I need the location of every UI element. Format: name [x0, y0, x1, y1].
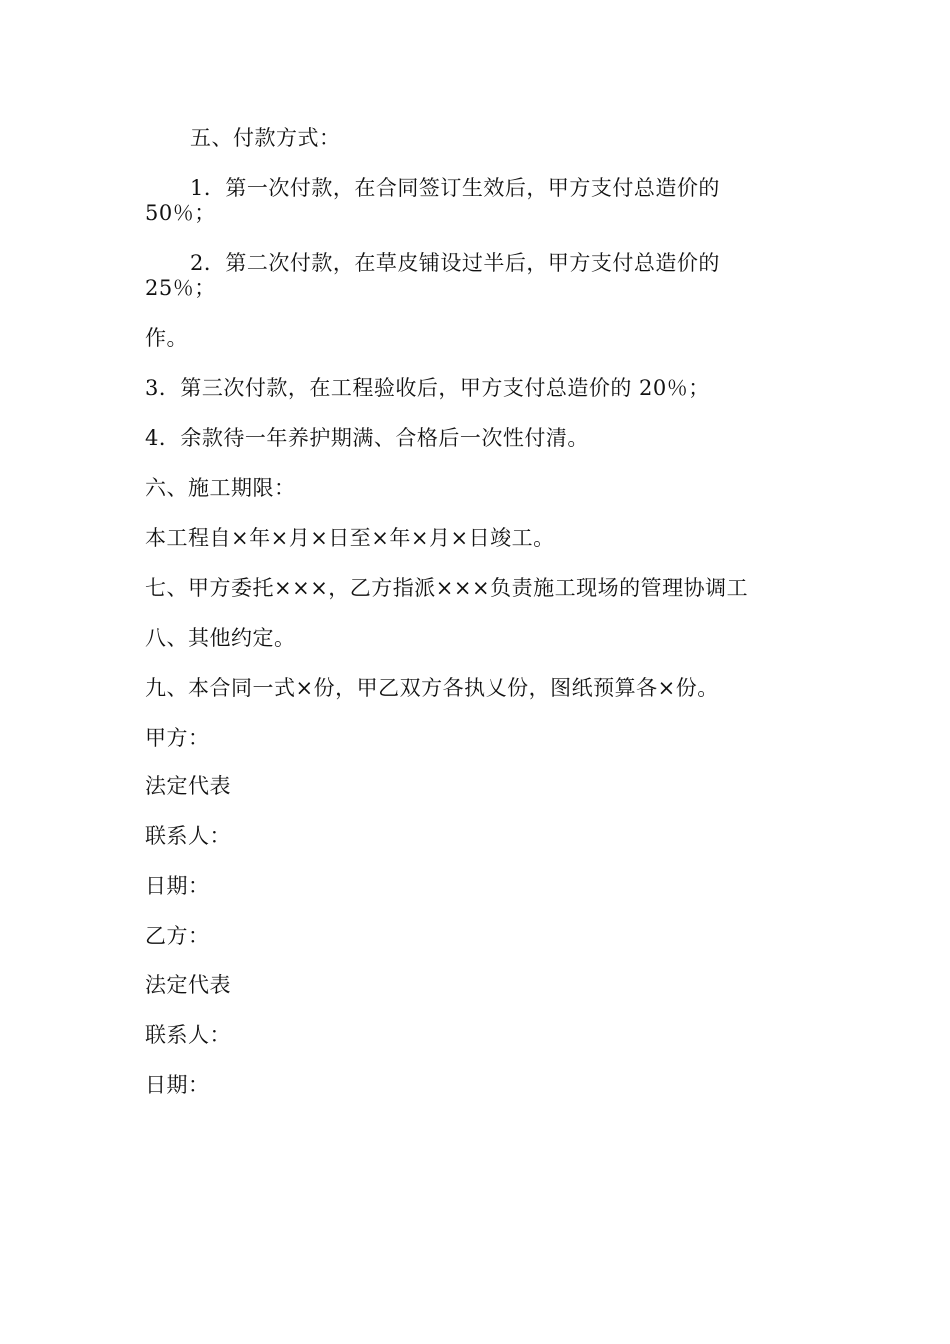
party-a-label: 甲方：: [145, 726, 210, 750]
section-8-text: 八、其他约定。: [145, 626, 296, 650]
payment-2-continuation: 25％；: [145, 276, 216, 300]
party-b-contact: 联系人：: [145, 1023, 231, 1047]
section-7-text: 七、甲方委托×××，乙方指派×××负责施工现场的管理协调工: [145, 576, 749, 600]
party-a-contact: 联系人：: [145, 824, 231, 848]
party-b-label: 乙方：: [145, 924, 210, 948]
section-5-heading: 五、付款方式：: [190, 126, 341, 150]
schedule-text: 本工程自×年×月×日至×年×月×日竣工。: [145, 526, 555, 550]
payment-1-continuation: 50％；: [145, 201, 216, 225]
party-a-representative: 法定代表: [145, 774, 231, 798]
party-a-date: 日期：: [145, 874, 210, 898]
party-b-representative: 法定代表: [145, 973, 231, 997]
section-6-heading: 六、施工期限：: [145, 476, 296, 500]
party-b-date: 日期：: [145, 1073, 210, 1097]
section-9-text: 九、本合同一式×份，甲乙双方各执乂份，图纸预算各×份。: [145, 676, 719, 700]
payment-3-text: 3．第三次付款，在工程验收后，甲方支付总造价的 20％；: [145, 376, 710, 400]
payment-2-text: 2．第二次付款，在草皮铺设过半后，甲方支付总造价的: [190, 251, 720, 275]
orphan-fragment: 作。: [145, 326, 188, 350]
payment-1-text: 1．第一次付款，在合同签订生效后，甲方支付总造价的: [190, 176, 720, 200]
payment-4-text: 4．余款待一年养护期满、合格后一次性付清。: [145, 426, 589, 450]
